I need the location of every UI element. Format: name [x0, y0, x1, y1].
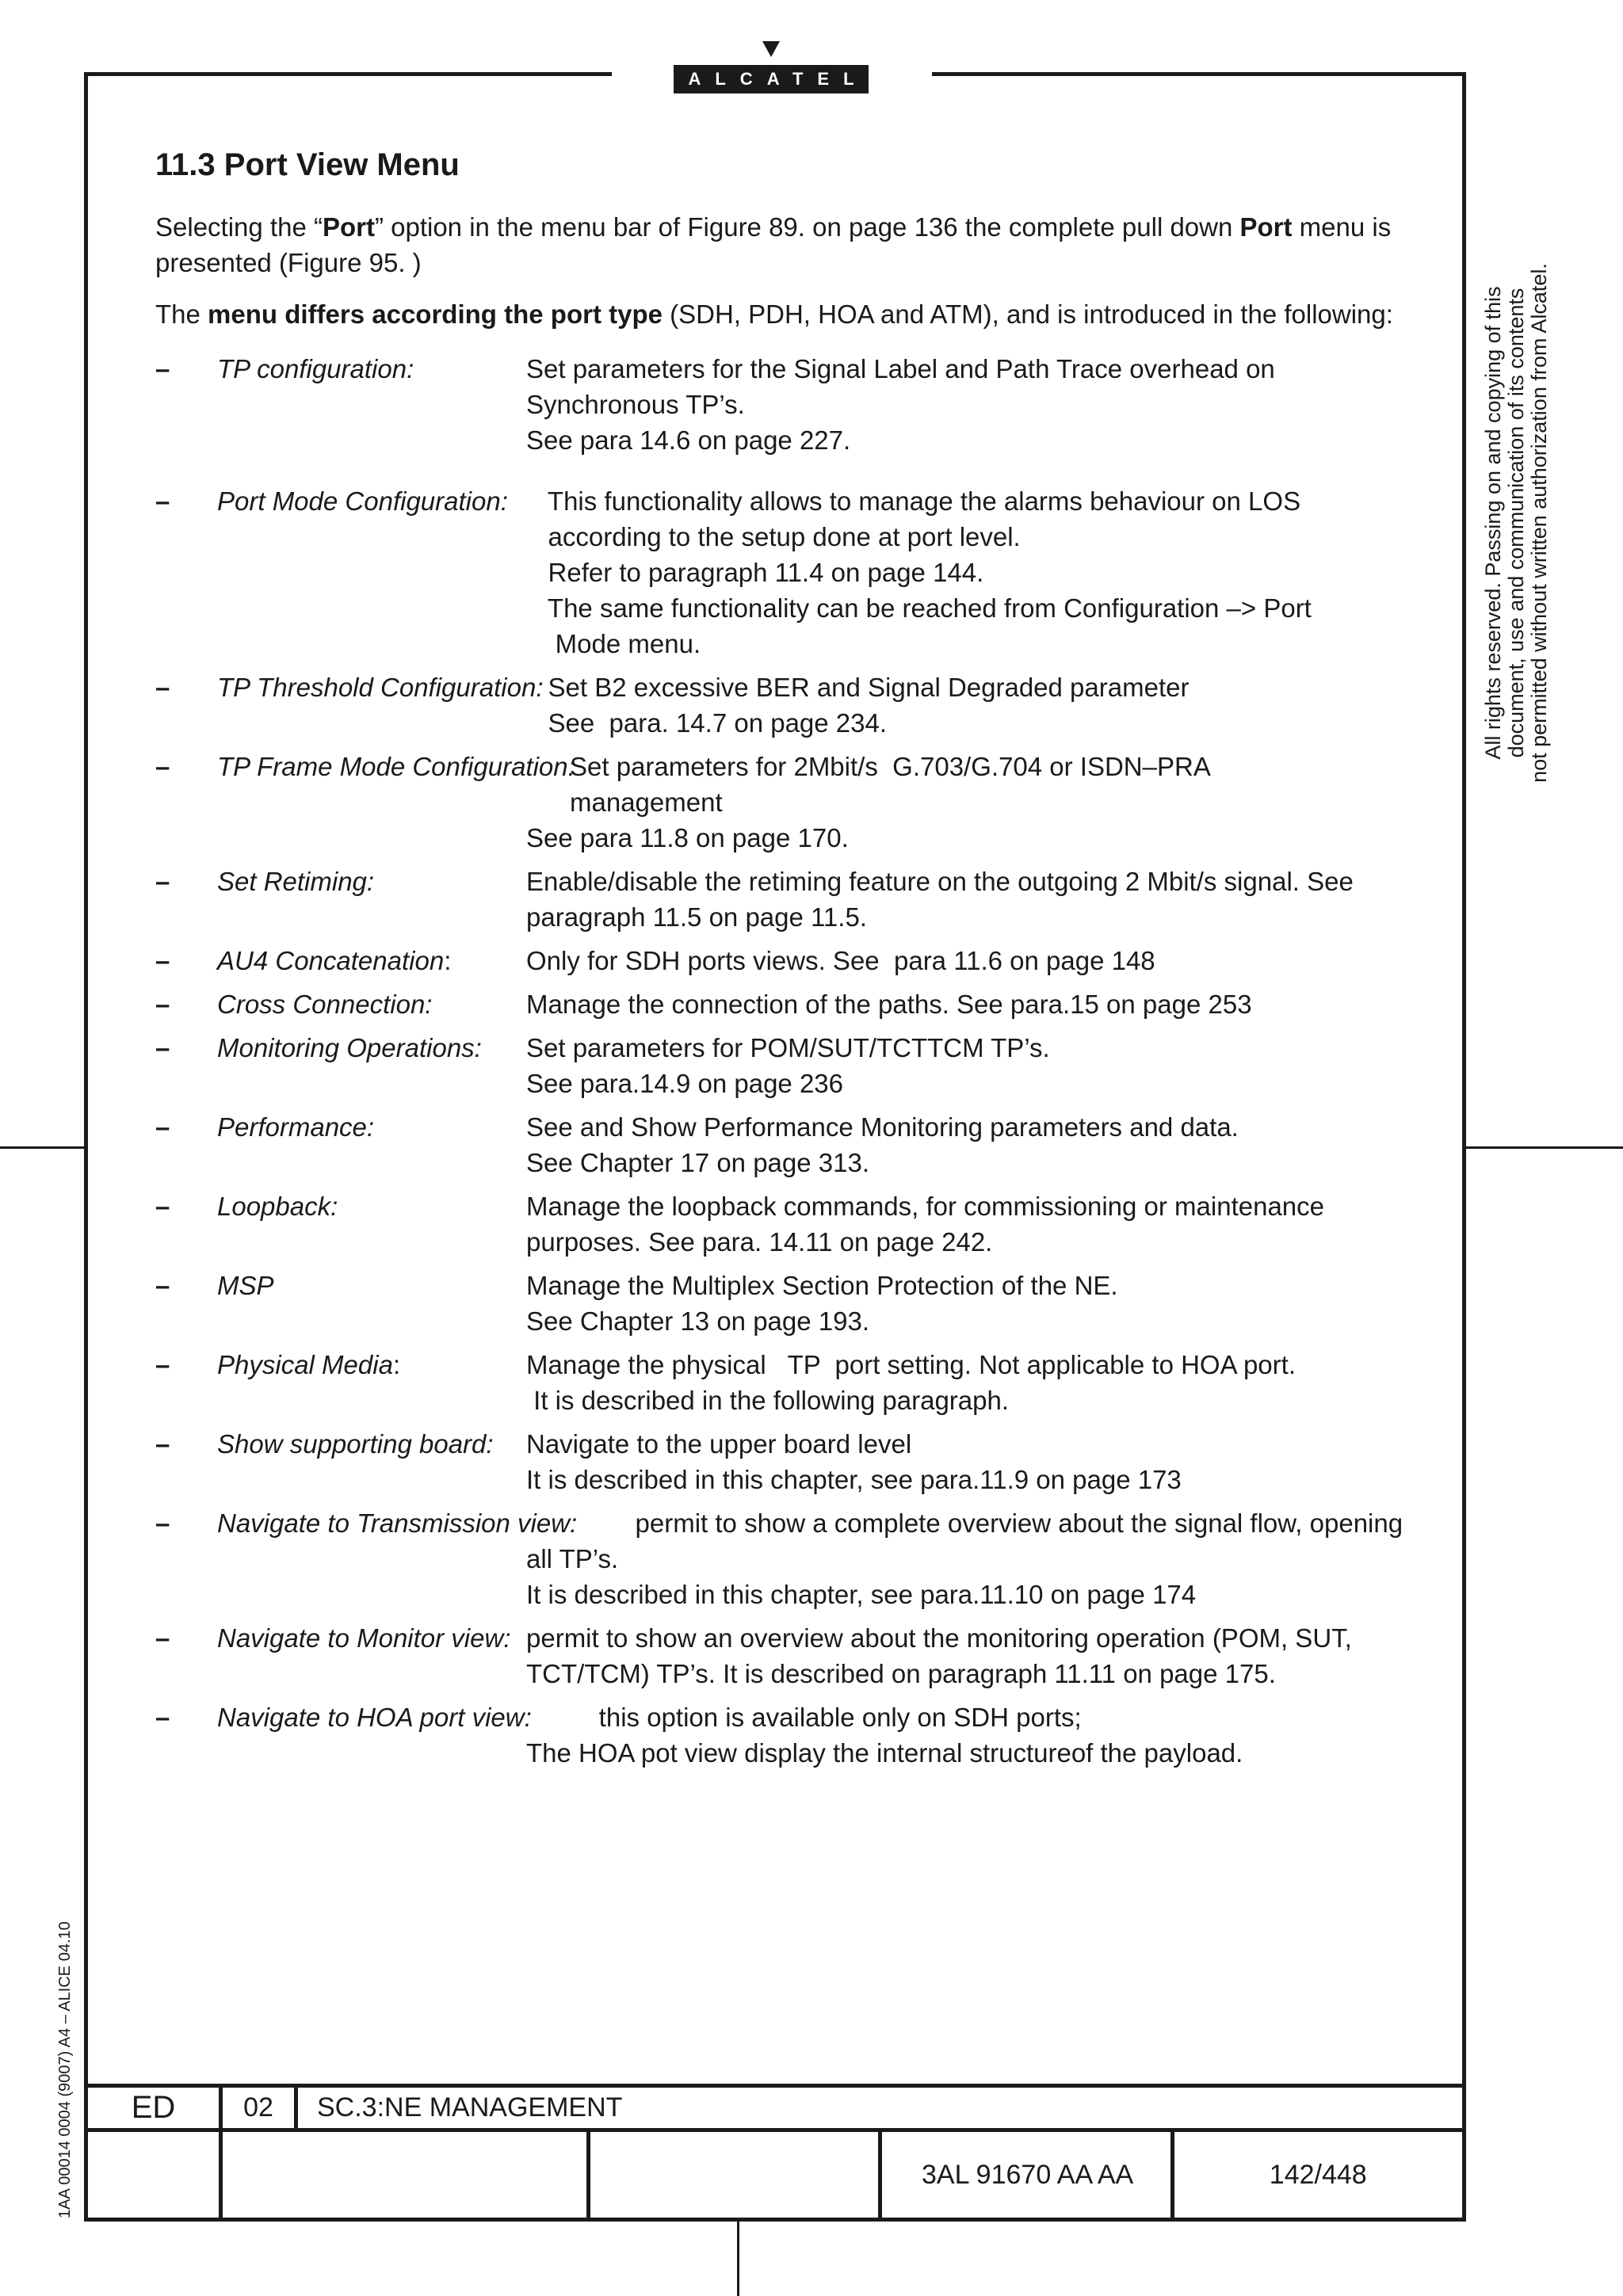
edition-value: 02 — [221, 2086, 296, 2130]
menu-item-term-text: Loopback: — [217, 1192, 338, 1221]
menu-item-term — [217, 864, 374, 899]
description-line: The HOA pot view display the internal structureof the payload. — [526, 1738, 1243, 1768]
menu-item-description — [526, 986, 1423, 1022]
menu-item-term — [217, 943, 451, 978]
description-line: permit to show an overview about the monitoring operation (POM, SUT, — [526, 1623, 1352, 1653]
description-line: Set parameters for POM/SUT/TCTTCM TP’s. — [526, 1033, 1050, 1062]
list-dash: – — [155, 1429, 170, 1459]
menu-item-description — [526, 483, 1423, 662]
menu-item-term — [217, 1426, 494, 1462]
menu-item-term — [217, 1109, 374, 1145]
menu-item-description — [526, 1426, 1423, 1497]
intro-bold-phrase: menu differs according the port type — [208, 299, 663, 329]
menu-item-term-suffix: : — [392, 1350, 401, 1379]
page-content — [155, 143, 1423, 1771]
intro-text: (SDH, PDH, HOA and ATM), and is introduced in the following: — [662, 299, 1393, 329]
rights-notice — [1482, 246, 1551, 800]
menu-item-term — [217, 1030, 482, 1066]
menu-item-term — [217, 1699, 532, 1735]
intro-bold-port: Port — [322, 212, 375, 242]
intro-text: Selecting the “ — [155, 212, 323, 242]
menu-item — [155, 1505, 1423, 1612]
menu-item — [155, 1109, 1423, 1180]
intro-text: The — [155, 299, 208, 329]
menu-item-term-text: Port Mode Configuration: — [217, 486, 508, 516]
chapter-title: SC.3:NE MANAGEMENT — [296, 2086, 1465, 2130]
description-line: Manage the Multiplex Section Protection of the NE. — [526, 1271, 1118, 1300]
menu-item-term-text: TP Threshold Configuration: — [217, 673, 544, 702]
document-number: 3AL 91670 AA AA — [880, 2130, 1173, 2220]
cut-mark-right — [1465, 1146, 1623, 1149]
menu-item-description — [526, 1347, 1423, 1418]
menu-item-term-text: Navigate to HOA port view: — [217, 1703, 532, 1732]
description-line: The same functionality can be reached from Configuration –> Port — [526, 593, 1312, 623]
description-line: Manage the connection of the paths. See para.15 on page 253 — [526, 990, 1252, 1019]
list-dash: – — [155, 1623, 170, 1653]
menu-item-term — [217, 1505, 577, 1541]
description-line: See para 11.8 on page 170. — [526, 823, 849, 852]
port-menu-item-list — [155, 351, 1423, 1771]
menu-item-description — [526, 1620, 1423, 1691]
description-line: See para.14.9 on page 236 — [526, 1069, 844, 1098]
menu-item — [155, 1268, 1423, 1339]
menu-item-term — [217, 1268, 274, 1303]
description-line: Manage the loopback commands, for commissioning or maintenance — [526, 1192, 1325, 1221]
menu-item-description — [526, 943, 1423, 978]
menu-item-term — [217, 1188, 338, 1224]
menu-item — [155, 943, 1423, 978]
description-line: See Chapter 17 on page 313. — [526, 1148, 870, 1177]
description-line: Manage the physical TP port setting. Not applicable to HOA port. — [526, 1350, 1296, 1379]
menu-item-term-text: Show supporting board: — [217, 1429, 494, 1459]
menu-item-term — [217, 986, 432, 1022]
logo-triangle-icon — [762, 41, 780, 57]
list-dash: – — [155, 1350, 170, 1379]
intro-text: menu is presented (Figure 95. ) — [155, 212, 1392, 277]
menu-item-term-text: Cross Connection: — [217, 990, 433, 1019]
menu-item-term — [217, 483, 508, 519]
description-line: paragraph 11.5 on page 11.5. — [526, 902, 867, 932]
menu-item — [155, 1188, 1423, 1260]
list-dash: – — [155, 1112, 170, 1142]
menu-item-term-text: Physical Media — [217, 1350, 393, 1379]
menu-item — [155, 1699, 1423, 1771]
intro-paragraph-2 — [155, 296, 1423, 332]
description-line: Navigate to the upper board level — [526, 1429, 912, 1459]
cut-mark-left — [0, 1146, 86, 1149]
menu-item-term-text: MSP — [217, 1271, 274, 1300]
description-line: according to the setup done at port level. — [526, 522, 1021, 551]
footer-empty-cell — [221, 2130, 589, 2220]
description-line: See and Show Performance Monitoring parameters and data. — [526, 1112, 1239, 1142]
page-number: 142/448 — [1172, 2130, 1465, 2220]
description-line: This functionality allows to manage the alarms behaviour on LOS — [526, 486, 1301, 516]
description-line: Refer to paragraph 11.4 on page 144. — [526, 558, 984, 587]
menu-item-term — [217, 351, 414, 387]
description-line: all TP’s. — [526, 1544, 619, 1573]
document-reference: 1AA 00014 0004 (9007) A4 – ALICE 04.10 — [56, 1921, 74, 2218]
description-line: Enable/disable the retiming feature on the outgoing 2 Mbit/s signal. See — [526, 867, 1354, 896]
list-dash: – — [155, 946, 170, 975]
section-title: 11.3 Port View Menu — [155, 147, 460, 182]
list-dash: – — [155, 1508, 170, 1538]
list-dash: – — [155, 1192, 170, 1221]
menu-item-term-text: Navigate to Monitor view: — [217, 1623, 511, 1653]
menu-item — [155, 749, 1423, 856]
menu-item — [155, 351, 1423, 458]
list-dash: – — [155, 990, 170, 1019]
intro-text: ” option in the menu bar of Figure 89. on page 136 the complete pull down — [374, 212, 1240, 242]
rights-line: document, use and communication of its contents — [1504, 288, 1528, 758]
description-line: purposes. See para. 14.11 on page 242. — [526, 1227, 993, 1257]
description-line: Synchronous TP’s. — [526, 390, 745, 419]
description-line: Set B2 excessive BER and Signal Degraded parameter — [526, 673, 1190, 702]
menu-item-term-text: TP Frame Mode Configuration: — [217, 752, 575, 781]
description-line: TCT/TCM) TP’s. It is described on paragraph 11.11 on page 175. — [526, 1659, 1276, 1688]
description-line: permit to show a complete overview about the signal flow, opening — [526, 1508, 1403, 1538]
menu-item-description — [526, 1030, 1423, 1101]
menu-item — [155, 1620, 1423, 1691]
intro-bold-port: Port — [1239, 212, 1293, 242]
frame-top-left-line — [84, 72, 612, 76]
logo-wordmark: ALCATEL — [674, 65, 869, 93]
description-line: See Chapter 13 on page 193. — [526, 1306, 870, 1336]
menu-item-term-text: AU4 Concatenation — [217, 946, 445, 975]
menu-item-term — [217, 749, 575, 784]
menu-item — [155, 669, 1423, 741]
footer-table — [84, 2084, 1466, 2222]
menu-item-term — [217, 1620, 511, 1656]
footer-empty-cell — [86, 2130, 221, 2220]
list-dash: – — [155, 354, 170, 383]
menu-item — [155, 986, 1423, 1022]
menu-item-description — [526, 749, 1423, 856]
description-line: Set parameters for 2Mbit/s G.703/G.704 or ISDN–PRA — [526, 752, 1211, 781]
description-line: See para. 14.7 on page 234. — [526, 708, 888, 738]
list-dash: – — [155, 1033, 170, 1062]
description-line: Only for SDH ports views. See para 11.6 on page 148 — [526, 946, 1155, 975]
description-line: management — [526, 788, 723, 817]
rights-line: not permitted without written authorization from Alcatel. — [1527, 263, 1551, 783]
list-dash: – — [155, 752, 170, 781]
edition-label: ED — [86, 2086, 221, 2130]
list-dash: – — [155, 867, 170, 896]
frame-top-right-line — [932, 72, 1466, 76]
menu-item-term-suffix: : — [444, 946, 452, 975]
menu-item — [155, 864, 1423, 935]
menu-item-term-text: Performance: — [217, 1112, 375, 1142]
menu-item-description — [526, 351, 1423, 458]
menu-item-description — [526, 669, 1423, 741]
menu-item — [155, 1426, 1423, 1497]
list-dash: – — [155, 1703, 170, 1732]
menu-item-term-text: Set Retiming: — [217, 867, 375, 896]
description-line: Set parameters for the Signal Label and Path Trace overhead on — [526, 354, 1275, 383]
menu-item-term — [217, 669, 544, 705]
menu-item-description — [526, 1268, 1423, 1339]
menu-item — [155, 483, 1423, 662]
cut-mark-bottom — [737, 2218, 739, 2296]
list-dash: – — [155, 1271, 170, 1300]
menu-item-term-text: Navigate to Transmission view: — [217, 1508, 578, 1538]
description-line: See para 14.6 on page 227. — [526, 425, 851, 455]
description-line: It is described in this chapter, see para.11.9 on page 173 — [526, 1465, 1182, 1494]
menu-item-description — [526, 1188, 1423, 1260]
menu-item-description — [526, 864, 1423, 935]
menu-item-term-text: TP configuration: — [217, 354, 414, 383]
description-line: It is described in the following paragraph. — [526, 1386, 1010, 1415]
menu-item — [155, 1347, 1423, 1418]
description-line: this option is available only on SDH ports; — [526, 1703, 1082, 1732]
menu-item-term-text: Monitoring Operations: — [217, 1033, 482, 1062]
menu-item-description — [526, 1109, 1423, 1180]
footer-empty-cell — [588, 2130, 880, 2220]
alcatel-logo — [674, 41, 869, 93]
list-dash: – — [155, 486, 170, 516]
menu-item — [155, 1030, 1423, 1101]
intro-paragraph-1 — [155, 209, 1423, 280]
description-line: It is described in this chapter, see para.11.10 on page 174 — [526, 1580, 1197, 1609]
menu-item-description — [526, 1699, 1423, 1771]
menu-item-term — [217, 1347, 400, 1383]
list-dash: – — [155, 673, 170, 702]
rights-line: All rights reserved. Passing on and copying of this — [1481, 286, 1505, 760]
description-line: Mode menu. — [526, 629, 701, 658]
menu-item-description — [526, 1505, 1423, 1612]
